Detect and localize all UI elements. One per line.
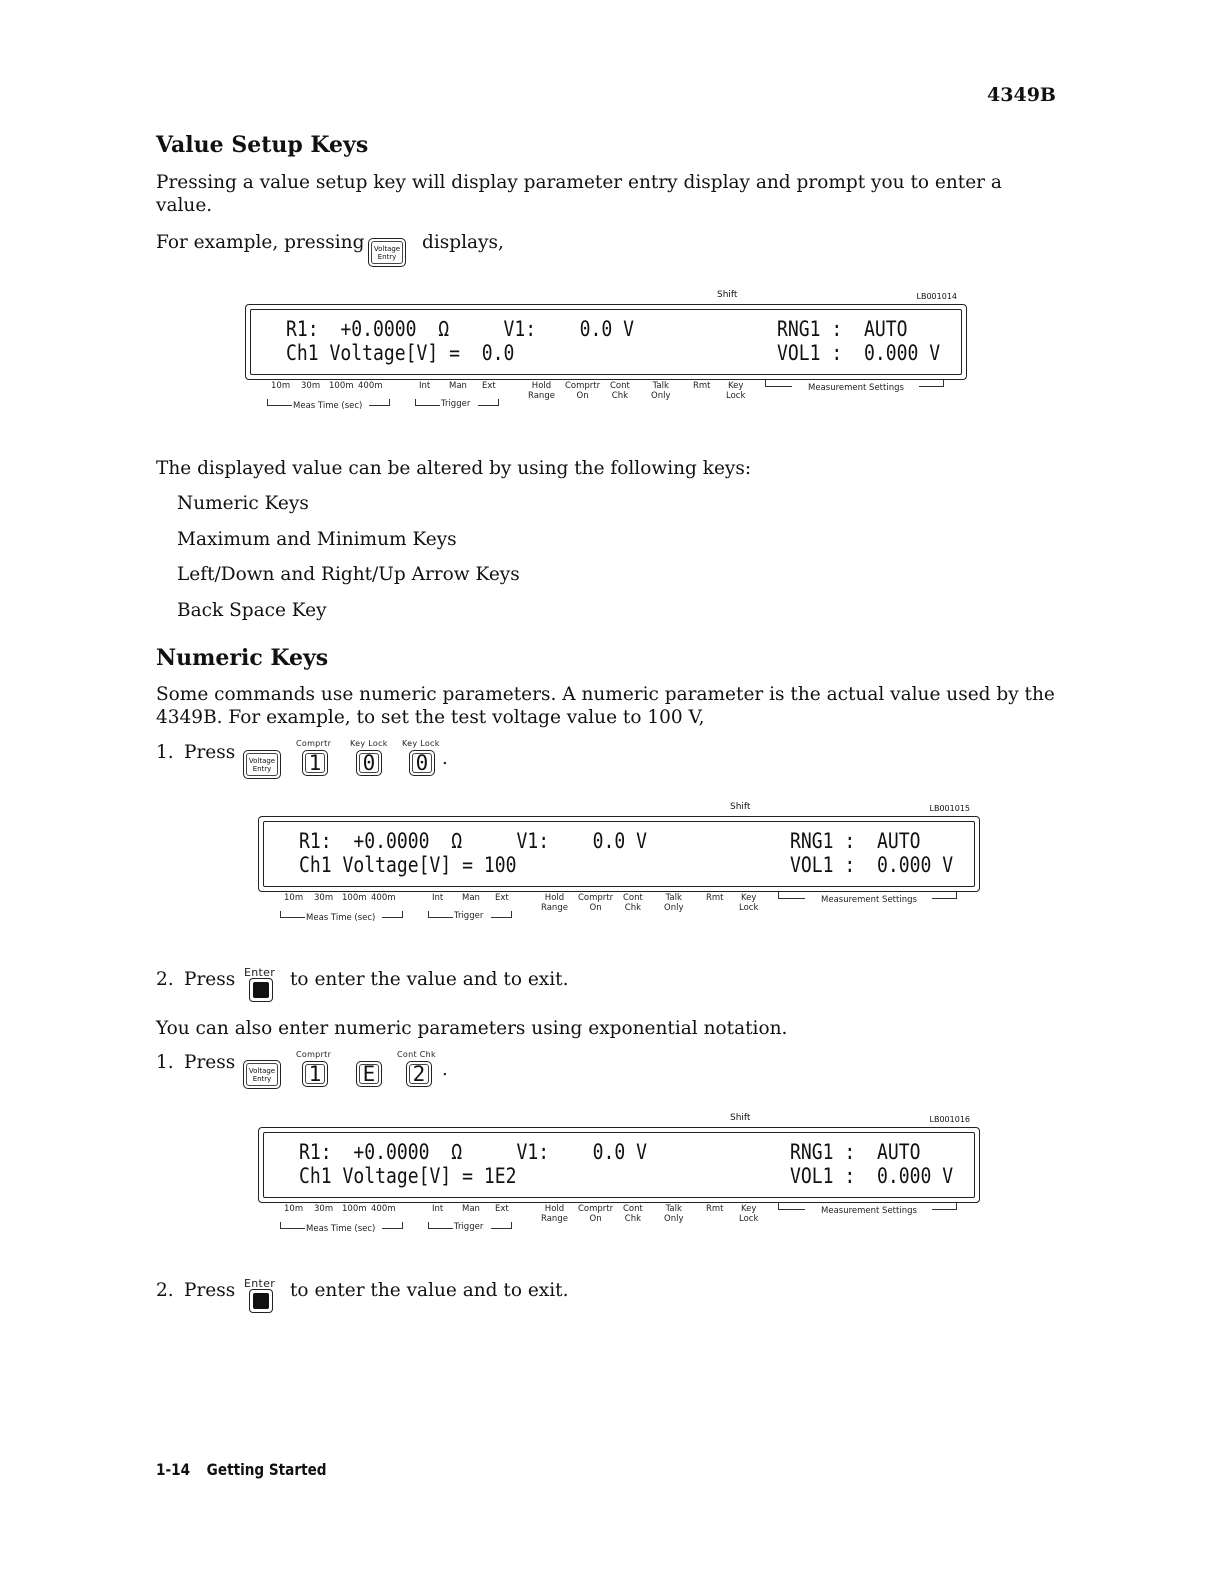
ann-meas-time: Meas Time (sec) [293, 401, 363, 411]
ann-talk: Talk [665, 1204, 682, 1214]
ann-int: Int [432, 1204, 444, 1214]
example-prefix: For example, pressing [156, 232, 365, 253]
lcd-row-r1: R1: +0.0000 Ω V1: 0.0 V [299, 829, 647, 853]
ann-trigger: Trigger [454, 911, 484, 921]
ann-trigger: Trigger [454, 1222, 484, 1232]
key-shift-label: Key Lock [402, 739, 440, 748]
ann-lock: Lock [739, 903, 759, 913]
enter-key-label: Enter [244, 966, 276, 979]
bracket [369, 399, 390, 406]
key-shift-label: Comprtr [296, 739, 332, 748]
ann-lock: Lock [739, 1214, 759, 1224]
step-number: 1. [156, 742, 174, 763]
ann-measurement-settings: Measurement Settings [821, 895, 917, 905]
lcd-row-ch: Ch1 Voltage[V] = 1E2 [299, 1164, 517, 1188]
ann-key: Key [740, 893, 757, 903]
ann-measurement-settings: Measurement Settings [808, 383, 904, 393]
shift-label: Shift [717, 290, 738, 300]
ann-range: Range [528, 391, 555, 401]
step2-text: to enter the value and to exit. [290, 1280, 569, 1301]
step-number: 2. [156, 969, 174, 990]
digit-key-icon: 2 [406, 1061, 432, 1087]
shift-label: Shift [730, 1113, 751, 1123]
ann-range: Range [541, 903, 568, 913]
lcd-row-r1: R1: +0.0000 Ω V1: 0.0 V [286, 317, 634, 341]
ann-range: Range [541, 1214, 568, 1224]
enter-key-icon [249, 978, 273, 1002]
ann-ext: Ext [495, 893, 509, 903]
ann-cont: Cont [623, 893, 643, 903]
bracket [267, 399, 292, 406]
ann-100m: 100m [342, 893, 367, 903]
ann-key: Key [727, 381, 744, 391]
ann-10m: 10m [271, 381, 291, 391]
digit-key-icon: 0 [409, 750, 435, 776]
value-setup-intro: Pressing a value setup key will display parameter entry display and prompt you to enter a value. [156, 172, 1002, 216]
list-item: Left/Down and Right/Up Arrow Keys [177, 564, 520, 585]
ann-400m: 400m [371, 1204, 396, 1214]
bracket [932, 1203, 957, 1210]
digit-key-icon: 1 [302, 1061, 328, 1087]
ann-hold: Hold [544, 893, 565, 903]
example-suffix: displays, [422, 232, 504, 253]
key-label-line2: Entry [252, 1074, 272, 1083]
ann-lock: Lock [726, 391, 746, 401]
ann-rmt: Rmt [706, 893, 724, 903]
bracket [428, 911, 453, 918]
bracket [932, 892, 957, 899]
exp-intro: You can also enter numeric parameters using exponential notation. [156, 1018, 788, 1039]
ann-key: Key [740, 1204, 757, 1214]
lcd-screen [258, 1127, 980, 1203]
ann-on: On [576, 391, 589, 401]
digit-key-icon: 0 [356, 750, 382, 776]
bracket [382, 1222, 403, 1229]
ann-meas-time: Meas Time (sec) [306, 1224, 376, 1234]
period: . [442, 1059, 448, 1080]
press-label: Press [184, 969, 236, 990]
ann-10m: 10m [284, 893, 304, 903]
chapter-title: Getting Started [206, 1460, 327, 1479]
ann-ext: Ext [482, 381, 496, 391]
step-number: 2. [156, 1280, 174, 1301]
key-shift-label: Key Lock [350, 739, 388, 748]
step2-text: to enter the value and to exit. [290, 969, 569, 990]
ann-hold: Hold [544, 1204, 565, 1214]
ann-chk: Chk [624, 903, 642, 913]
key-shift-label: Cont Chk [397, 1050, 436, 1059]
bracket [478, 399, 499, 406]
figure-id: LB001016 [929, 1115, 970, 1124]
ann-meas-time: Meas Time (sec) [306, 913, 376, 923]
ann-400m: 400m [371, 893, 396, 903]
lcd-row-vol: VOL1 : 0.000 V [790, 1164, 954, 1188]
voltage-entry-key-icon [243, 1060, 281, 1089]
enter-key-label: Enter [244, 1277, 276, 1290]
press-label: Press [184, 742, 236, 763]
bracket [280, 911, 305, 918]
lcd-display-1 [245, 290, 967, 414]
step-number: 1. [156, 1052, 174, 1073]
page-footer [156, 1460, 338, 1479]
ann-rmt: Rmt [693, 381, 711, 391]
ann-400m: 400m [358, 381, 383, 391]
ann-chk: Chk [624, 1214, 642, 1224]
ann-hold: Hold [531, 381, 552, 391]
key-label-line2: Entry [252, 764, 272, 773]
ann-only: Only [664, 903, 684, 913]
ann-talk: Talk [652, 381, 669, 391]
ann-100m: 100m [329, 381, 354, 391]
ann-comprtr: Comprtr [578, 1204, 614, 1214]
key-label-line1: Voltage [373, 244, 401, 253]
lcd-row-rng: RNG1 : AUTO [790, 829, 921, 853]
ann-10m: 10m [284, 1204, 304, 1214]
lcd-row-rng: RNG1 : AUTO [777, 317, 908, 341]
exponent-key-icon: E [356, 1061, 382, 1087]
lcd-screen [245, 304, 967, 380]
bracket [919, 380, 944, 387]
ann-man: Man [462, 1204, 480, 1214]
voltage-entry-key-icon [243, 750, 281, 779]
lcd-row-vol: VOL1 : 0.000 V [777, 341, 941, 365]
voltage-entry-key-icon [368, 238, 406, 267]
ann-ext: Ext [495, 1204, 509, 1214]
period: . [442, 748, 448, 769]
page-number: 1-14 [156, 1460, 191, 1479]
bracket [491, 911, 512, 918]
shift-label: Shift [730, 802, 751, 812]
digit-key-icon: 1 [302, 750, 328, 776]
numeric-intro: Some commands use numeric parameters. A numeric parameter is the actual value used by the 4349B. For example, to set the test voltage value to 100 V, [156, 684, 1055, 728]
section-title-numeric-keys: Numeric Keys [156, 645, 329, 671]
ann-trigger: Trigger [441, 399, 471, 409]
lcd-row-ch: Ch1 Voltage[V] = 0.0 [286, 341, 515, 365]
ann-on: On [589, 1214, 602, 1224]
ann-on: On [589, 903, 602, 913]
model-number: 4349B [987, 84, 1056, 106]
figure-id: LB001015 [929, 804, 970, 813]
ann-cont: Cont [623, 1204, 643, 1214]
enter-key-icon [249, 1289, 273, 1313]
press-label: Press [184, 1052, 236, 1073]
list-item: Back Space Key [177, 600, 327, 621]
bracket [280, 1222, 305, 1229]
ann-30m: 30m [314, 1204, 334, 1214]
bracket [428, 1222, 453, 1229]
list-item: Maximum and Minimum Keys [177, 529, 457, 550]
ann-comprtr: Comprtr [565, 381, 601, 391]
key-label-line1: Voltage [248, 1066, 276, 1075]
lcd-row-vol: VOL1 : 0.000 V [790, 853, 954, 877]
ann-comprtr: Comprtr [578, 893, 614, 903]
section-title-value-setup-keys: Value Setup Keys [156, 132, 369, 158]
key-shift-label: Comprtr [296, 1050, 332, 1059]
ann-30m: 30m [301, 381, 321, 391]
ann-30m: 30m [314, 893, 334, 903]
lcd-row-rng: RNG1 : AUTO [790, 1140, 921, 1164]
bracket [491, 1222, 512, 1229]
lcd-screen [258, 816, 980, 892]
ann-chk: Chk [611, 391, 629, 401]
ann-cont: Cont [610, 381, 630, 391]
bracket [415, 399, 440, 406]
ann-100m: 100m [342, 1204, 367, 1214]
ann-only: Only [651, 391, 671, 401]
bracket [382, 911, 403, 918]
ann-only: Only [664, 1214, 684, 1224]
alter-intro: The displayed value can be altered by using the following keys: [156, 458, 752, 479]
lcd-row-ch: Ch1 Voltage[V] = 100 [299, 853, 517, 877]
lcd-display-3 [258, 1113, 980, 1237]
ann-man: Man [462, 893, 480, 903]
ann-measurement-settings: Measurement Settings [821, 1206, 917, 1216]
key-label-line2: Entry [377, 252, 397, 261]
press-label: Press [184, 1280, 236, 1301]
lcd-display-2 [258, 802, 980, 926]
ann-talk: Talk [665, 893, 682, 903]
ann-rmt: Rmt [706, 1204, 724, 1214]
key-label-line1: Voltage [248, 756, 276, 765]
ann-int: Int [419, 381, 431, 391]
bracket [778, 1203, 805, 1210]
ann-int: Int [432, 893, 444, 903]
lcd-row-r1: R1: +0.0000 Ω V1: 0.0 V [299, 1140, 647, 1164]
bracket [778, 892, 805, 899]
bracket [765, 380, 792, 387]
figure-id: LB001014 [916, 292, 957, 301]
ann-man: Man [449, 381, 467, 391]
list-item: Numeric Keys [177, 493, 309, 514]
